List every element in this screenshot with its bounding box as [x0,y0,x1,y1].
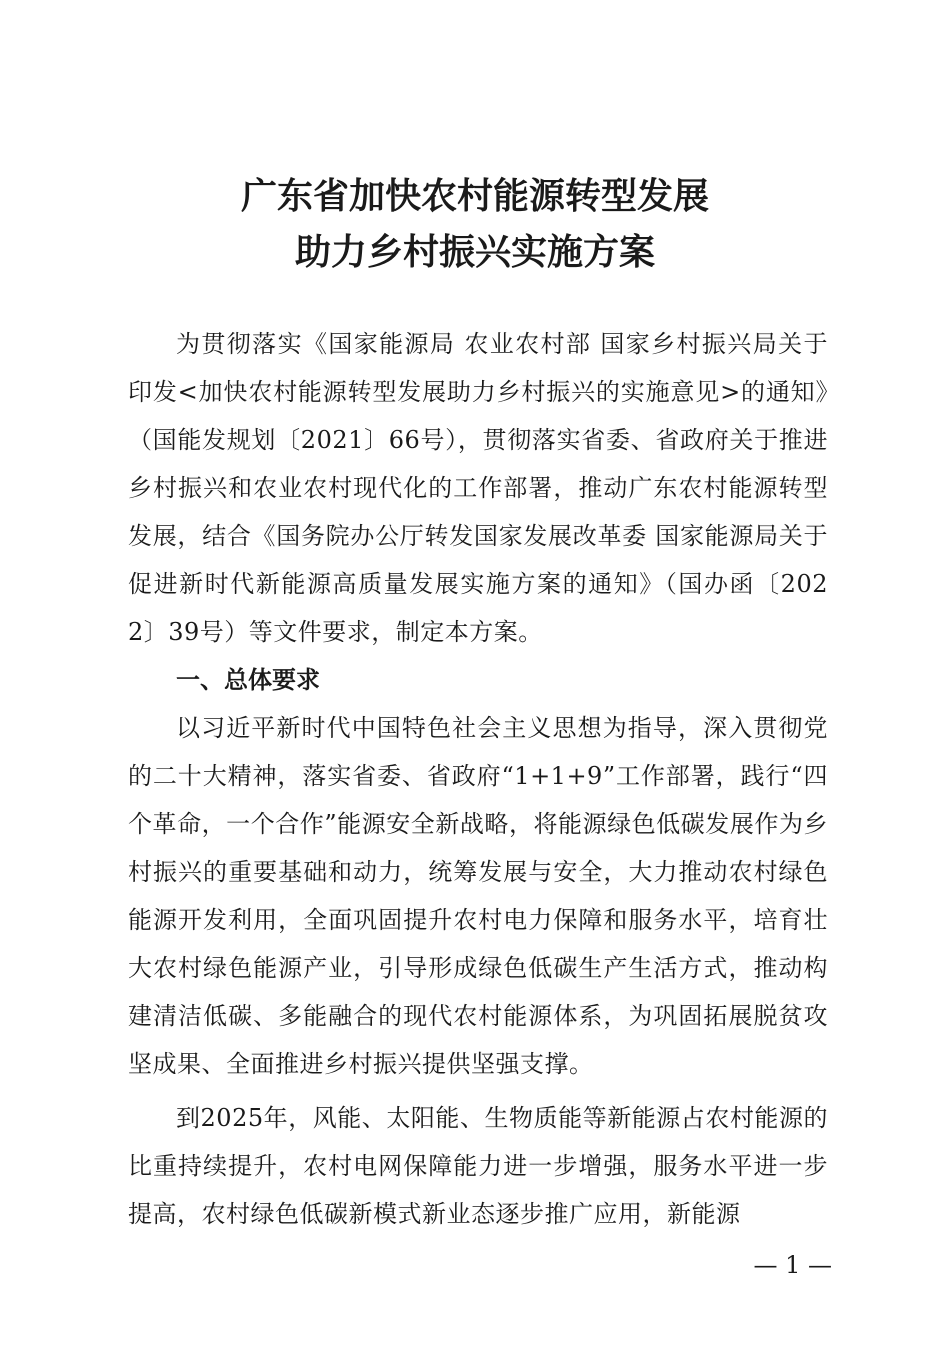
guiding-principle-paragraph: 以习近平新时代中国特色社会主义思想为指导，深入贯彻党的二十大精神，落实省委、省政府“1+1+9”工作部署，践行“四个革命，一个合作”能源安全新战略，将能源绿色低碳发展作为乡村振兴的重要基础和动力，统筹发展与安全，大力推动农村绿色能源开发利用，全面巩固提升农村电力保障和服务水平，培育壮大农村绿色能源产业，引导形成绿色低碳生产生活方式，推动构建清洁低碳、多能融合的现代农村能源体系，为巩固拓展脱贫攻坚成果、全面推进乡村振兴提供坚强支撑。 [128,714,828,1078]
title-line-1: 广东省加快农村能源转型发展 [240,175,709,217]
document-title [0,168,950,280]
intro-paragraph: 为贯彻落实《国家能源局 农业农村部 国家乡村振兴局关于印发<加快农村能源转型发展助力乡村振兴的实施意见>的通知》（国能发规划〔2021〕66号），贯彻落实省委、省政府关于推进乡村振兴和农业农村现代化的工作部署，推动广东农村能源转型发展，结合《国务院办公厅转发国家发展改革委 国家能源局关于促进新时代新能源高质量发展实施方案的通知》（国办函〔2022〕39号）等文件要求，制定本方案。 [128,330,828,646]
page-number: — 1 — [753,1251,832,1279]
document-body [128,320,828,1238]
section-heading-general-requirements: 一、总体要求 [176,666,320,694]
title-line-2: 助力乡村振兴实施方案 [294,231,655,273]
targets-paragraph: 到2025年，风能、太阳能、生物质能等新能源占农村能源的比重持续提升，农村电网保障能力进一步增强，服务水平进一步提高，农村绿色低碳新模式新业态逐步推广应用，新能源 [128,1104,828,1228]
